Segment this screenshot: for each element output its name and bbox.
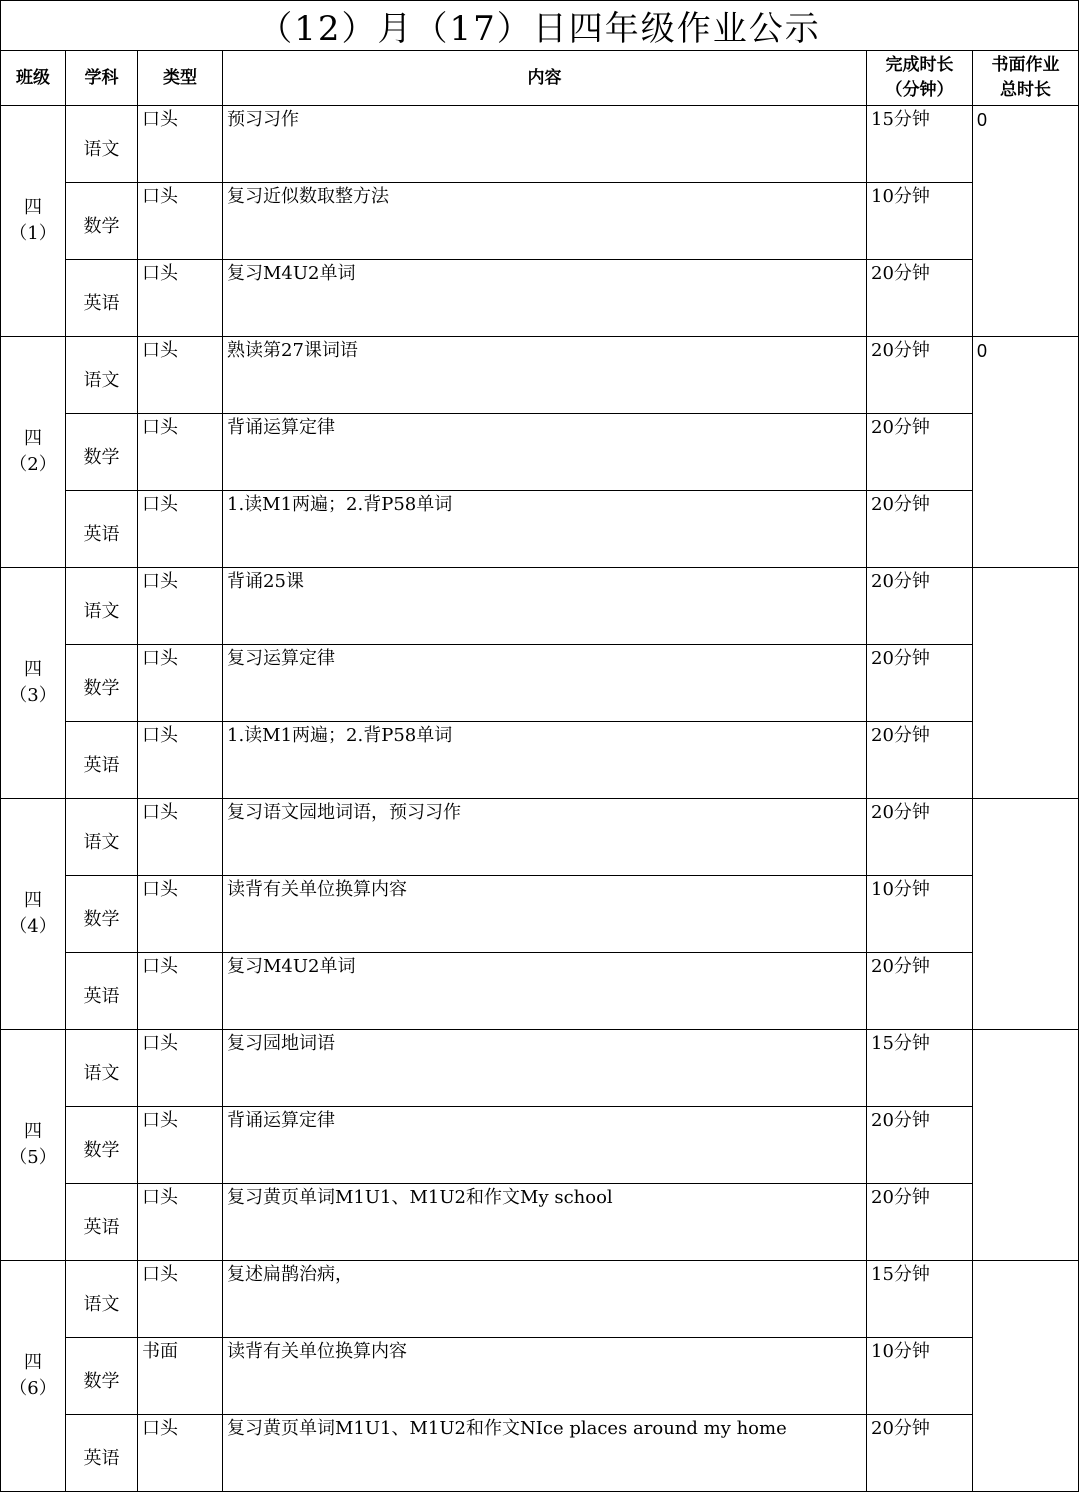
table-row <box>1 491 1079 568</box>
subject-cell: 语文 <box>66 1030 138 1107</box>
class-grade-label: 四 <box>24 890 42 911</box>
class-grade-label: 四 <box>24 1121 42 1142</box>
table-row <box>1 1338 1079 1415</box>
header-time-line2: （分钟） <box>885 80 954 100</box>
table-row <box>1 1107 1079 1184</box>
type-cell: 口头 <box>138 876 223 953</box>
table-row <box>1 1415 1079 1492</box>
time-cell: 15分钟 <box>867 1030 973 1107</box>
header-subject: 学科 <box>66 51 138 106</box>
written-total-cell <box>973 1261 1079 1492</box>
subject-cell: 数学 <box>66 1338 138 1415</box>
class-grade-label: 四 <box>24 659 42 680</box>
type-cell: 口头 <box>138 337 223 414</box>
time-cell: 10分钟 <box>867 876 973 953</box>
content-cell: 读背有关单位换算内容 <box>223 1338 867 1415</box>
class-number-label: （3） <box>9 685 57 706</box>
time-cell: 20分钟 <box>867 799 973 876</box>
class-grade-label: 四 <box>24 197 42 218</box>
table-row <box>1 876 1079 953</box>
class-name-cell <box>1 1261 66 1492</box>
time-cell: 20分钟 <box>867 1107 973 1184</box>
page-title: （12）月（17）日四年级作业公示 <box>1 1 1079 51</box>
content-cell: 预习习作 <box>223 106 867 183</box>
content-cell: 背诵运算定律 <box>223 1107 867 1184</box>
type-cell: 口头 <box>138 645 223 722</box>
type-cell: 书面 <box>138 1338 223 1415</box>
written-total-cell <box>973 799 1079 1030</box>
header-written-total <box>973 51 1079 106</box>
time-cell: 20分钟 <box>867 568 973 645</box>
class-number-label: （5） <box>9 1147 57 1168</box>
class-name-cell <box>1 106 66 337</box>
time-cell: 15分钟 <box>867 106 973 183</box>
time-cell: 20分钟 <box>867 414 973 491</box>
header-class: 班级 <box>1 51 66 106</box>
content-cell: 复习黄页单词M1U1、M1U2和作文My school <box>223 1184 867 1261</box>
time-cell: 20分钟 <box>867 1415 973 1492</box>
header-content: 内容 <box>223 51 867 106</box>
table-row <box>1 568 1079 645</box>
subject-cell: 英语 <box>66 1184 138 1261</box>
table-row <box>1 260 1079 337</box>
type-cell: 口头 <box>138 106 223 183</box>
subject-cell: 语文 <box>66 1261 138 1338</box>
subject-cell: 数学 <box>66 414 138 491</box>
time-cell: 15分钟 <box>867 1261 973 1338</box>
time-cell: 20分钟 <box>867 260 973 337</box>
class-number-label: （6） <box>9 1378 57 1399</box>
class-grade-label: 四 <box>24 428 42 449</box>
content-cell: 1.读M1两遍；2.背P58单词 <box>223 722 867 799</box>
content-cell: 复述扁鹊治病， <box>223 1261 867 1338</box>
content-cell: 背诵25课 <box>223 568 867 645</box>
content-cell: 复习M4U2单词 <box>223 260 867 337</box>
header-time-line1: 完成时长 <box>885 55 954 75</box>
subject-cell: 数学 <box>66 1107 138 1184</box>
type-cell: 口头 <box>138 1107 223 1184</box>
type-cell: 口头 <box>138 1415 223 1492</box>
content-cell: 熟读第27课词语 <box>223 337 867 414</box>
content-cell: 复习M4U2单词 <box>223 953 867 1030</box>
type-cell: 口头 <box>138 414 223 491</box>
class-name-cell <box>1 337 66 568</box>
type-cell: 口头 <box>138 1030 223 1107</box>
table-row <box>1 106 1079 183</box>
written-total-cell <box>973 568 1079 799</box>
header-written-line2: 总时长 <box>1000 80 1051 100</box>
subject-cell: 英语 <box>66 260 138 337</box>
type-cell: 口头 <box>138 722 223 799</box>
written-total-cell <box>973 1030 1079 1261</box>
subject-cell: 语文 <box>66 799 138 876</box>
time-cell: 20分钟 <box>867 953 973 1030</box>
table-row <box>1 953 1079 1030</box>
subject-cell: 语文 <box>66 337 138 414</box>
table-row <box>1 414 1079 491</box>
type-cell: 口头 <box>138 799 223 876</box>
subject-cell: 语文 <box>66 106 138 183</box>
written-total-cell: 0 <box>973 337 1079 568</box>
header-time <box>867 51 973 106</box>
table-row <box>1 645 1079 722</box>
type-cell: 口头 <box>138 1184 223 1261</box>
time-cell: 20分钟 <box>867 1184 973 1261</box>
time-cell: 20分钟 <box>867 337 973 414</box>
class-number-label: （4） <box>9 916 57 937</box>
content-cell: 复习运算定律 <box>223 645 867 722</box>
class-name-cell <box>1 799 66 1030</box>
subject-cell: 数学 <box>66 183 138 260</box>
content-cell: 复习黄页单词M1U1、M1U2和作文NIce places around my home <box>223 1415 867 1492</box>
subject-cell: 数学 <box>66 876 138 953</box>
class-name-cell <box>1 568 66 799</box>
table-row <box>1 1184 1079 1261</box>
header-type: 类型 <box>138 51 223 106</box>
header-written-line1: 书面作业 <box>991 55 1060 75</box>
type-cell: 口头 <box>138 491 223 568</box>
table-row <box>1 722 1079 799</box>
time-cell: 20分钟 <box>867 722 973 799</box>
content-cell: 1.读M1两遍；2.背P58单词 <box>223 491 867 568</box>
class-grade-label: 四 <box>24 1352 42 1373</box>
table-row <box>1 1030 1079 1107</box>
content-cell: 复习园地词语 <box>223 1030 867 1107</box>
time-cell: 20分钟 <box>867 645 973 722</box>
type-cell: 口头 <box>138 260 223 337</box>
table-row <box>1 1261 1079 1338</box>
subject-cell: 英语 <box>66 491 138 568</box>
class-number-label: （1） <box>9 223 57 244</box>
time-cell: 20分钟 <box>867 491 973 568</box>
content-cell: 复习语文园地词语，预习习作 <box>223 799 867 876</box>
time-cell: 10分钟 <box>867 1338 973 1415</box>
subject-cell: 英语 <box>66 1415 138 1492</box>
written-total-cell: 0 <box>973 106 1079 337</box>
type-cell: 口头 <box>138 183 223 260</box>
content-cell: 背诵运算定律 <box>223 414 867 491</box>
subject-cell: 数学 <box>66 645 138 722</box>
table-row <box>1 799 1079 876</box>
subject-cell: 英语 <box>66 953 138 1030</box>
class-number-label: （2） <box>9 454 57 475</box>
class-name-cell <box>1 1030 66 1261</box>
type-cell: 口头 <box>138 568 223 645</box>
table-row <box>1 337 1079 414</box>
header-row <box>1 51 1079 106</box>
content-cell: 复习近似数取整方法 <box>223 183 867 260</box>
content-cell: 读背有关单位换算内容 <box>223 876 867 953</box>
type-cell: 口头 <box>138 1261 223 1338</box>
table-row <box>1 183 1079 260</box>
subject-cell: 英语 <box>66 722 138 799</box>
type-cell: 口头 <box>138 953 223 1030</box>
subject-cell: 语文 <box>66 568 138 645</box>
time-cell: 10分钟 <box>867 183 973 260</box>
